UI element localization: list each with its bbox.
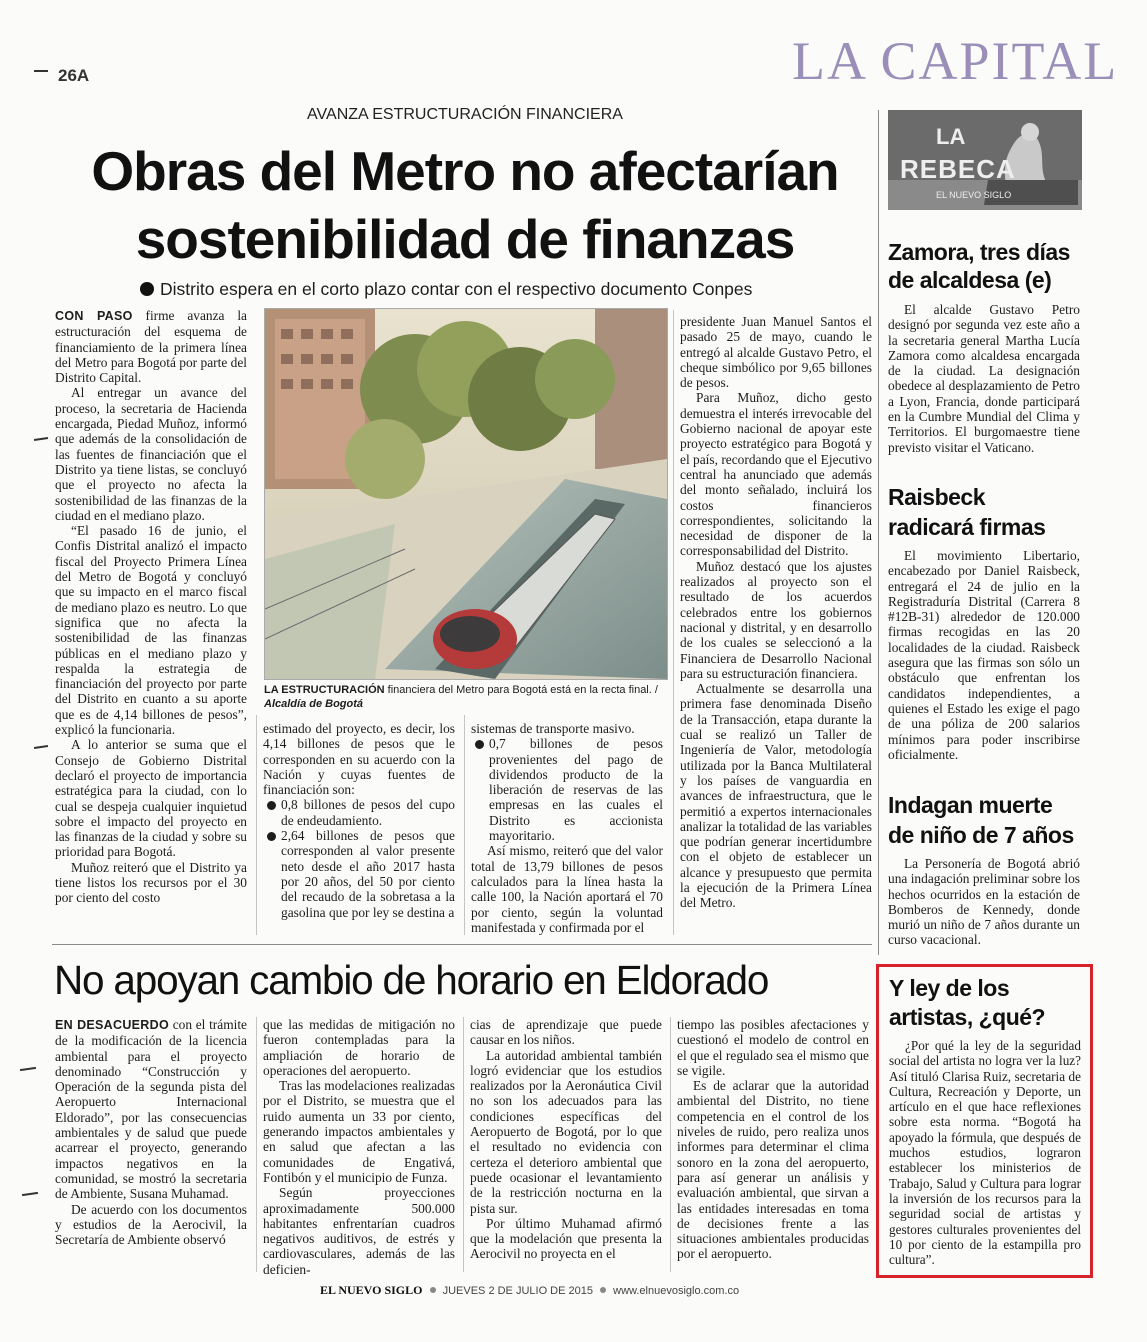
section-divider [52,944,872,945]
bullet-item: 0,8 billones de pesos del cupo de endeudamiento. [263,797,455,828]
margin-mark [22,1192,38,1196]
column-rule [256,715,257,935]
footer-url: www.elnuevosiglo.com.co [613,1285,740,1297]
main-col-2 [263,721,455,920]
deck-text: Distrito espera en el corto plazo contar con el respectivo documento Conpes [160,279,753,299]
bullet-icon [140,282,154,296]
masthead: LA CAPITAL [792,31,1119,91]
paragraph: estimado del proyecto, es decir, los 4,14 billones de pesos que le corresponden en su acuerdo con la Nación y cuyas fuentes de financiación son: [263,721,455,798]
margin-mark [34,437,48,441]
main-col-4 [680,314,872,911]
paragraph: que las medidas de mitigación no fueron contempladas para la ampliación de horario de operaciones del aeropuerto. [263,1017,455,1078]
paragraph: Por último Muhamad afirmó que la modelación que presenta la Aerocivil no proyecta en el [470,1215,662,1262]
paragraph: Según proyecciones aproximadamente 500.000 habitantes enfrentarían cuadros negativos auditivos, de estrés y cardiovasculares, además de las deficien- [263,1185,455,1277]
column-rule [464,715,465,935]
sidebar-body: El alcalde Gustavo Petro designó por segunda vez este año a la secretaria general Martha Lucía Zamora como alcaldesa encargada de la ciudad. La designación obedece al desplazamiento de Petro a Lyon, Francia, donde participará en la Cumbre Mundial del Clima y Territorios. El burgomaestre tiene previsto visitar el Vaticano. [888,302,1080,455]
caption-lead: LA ESTRUCTURACIÓN [264,684,385,696]
deck [140,279,820,300]
margin-mark [20,1067,36,1071]
second-col-3 [470,1017,662,1262]
sidebar-item-indagan [888,790,1080,948]
margin-mark [34,70,48,72]
second-col-2 [263,1017,455,1277]
metro-rendering-image [265,309,667,679]
paragraph: “El pasado 16 de junio, el Confis Distrital analizó el impacto fiscal del Proyecto Primera Línea del Metro de Bogotá y concluyó que su impacto en el marco fiscal de mediano plazo es neutro. Lo que significa que no afecta la sostenibilidad de las finanzas públicas en el mediano plazo y respalda la estrategia de financiación del proyecto por parte del Distrito en cuanto a su aporte que es de 4,14 billones de pesos”, explicó la funcionaria. [55,523,247,738]
footer-brand: EL NUEVO SIGLO [320,1283,423,1297]
second-lead-word: EN DESACUERDO [55,1018,169,1032]
caption-credit: Alcaldía de Bogotá [264,697,364,710]
second-col-1 [55,1017,247,1247]
second-headline: No apoyan cambio de horario en Eldorado [54,957,769,1003]
sidebar-headline: Y ley de los artistas, ¿qué? [889,975,1046,1030]
photo-caption [264,684,666,711]
paragraph: Actualmente se desarrolla una primera fase denominada Diseño de la Transacción, etapa durante la cual se realizó un Taller de Ingeniería de Valor, metodología utilizada por la Banca Multilateral y los países de vanguardia en avances de infraestructura, que le permitió a expertos internacionales analizar la totalidad de las variables que podrían generar incertidumbre con el objeto de establecer un alcance y presupuesto que permita la ejecución de la Primera Línea del Metro. [680,681,872,911]
paragraph: presidente Juan Manuel Santos el pasado 25 de mayo, cuando le entregó al alcalde Gustavo Petro, el cheque simbólico por 9,65 billones de pesos. [680,314,872,391]
sidebar-headline: Zamora, tres días de alcaldesa (e) [888,239,1070,293]
paragraph: De acuerdo con los documentos y estudios de la Aerocivil, la Secretaría de Ambiente observó [55,1201,247,1248]
sidebar-headline: Raisbeck radicará firmas [888,484,1046,540]
metro-photo [264,308,668,680]
paragraph: La autoridad ambiental también logró evidenciar que los estudios realizados por la Aeronáutica Civil no son los adecuados para las condiciones específicas del Aeropuerto de Bogotá, por lo que el resultado no evidencia con certeza el deterioro ambiental que puede ocasionar el levantamiento de la restricción nocturna en la pista sur. [470,1047,662,1216]
footer [320,1283,840,1298]
main-headline-line1: Obras del Metro no afectarían [91,140,839,202]
paragraph: tiempo las posibles afectaciones y cuestionó el modelo de control en el que el regulado sea el mismo que se vigile. [677,1017,869,1078]
column-rule [256,1017,257,1272]
paragraph: Tras las modelaciones realizadas por el Distrito, se muestra que el ruido aumenta un 33 por ciento, generando impactos ambientales y en salud que afectan a las comunidades de Engativá, Fontibón y el municipio de Funza. [263,1078,455,1185]
sidebar-item-raisbeck [888,482,1080,762]
footer-separator-icon [430,1287,436,1293]
paragraph: sistemas de transporte masivo. [471,721,635,736]
sidebar-rule [878,110,879,955]
rebeca-logo-line2: REBECA [900,154,1016,184]
sidebar-item-zamora [888,238,1080,455]
sidebar-body: El movimiento Libertario, encabezado por Daniel Raisbeck, entregará el 24 de julio en la Registraduría Distrital (Carrera 8 #12B-31) alrededor de 120.000 firmas recogidas en las 20 localidades de la ciudad. Raisbeck asegura que las firmas son sólo un obstáculo que enfrentan los candidatos independientes, a quienes el Estado les exige el pago de una póliza de 200 salarios mínimos para poder inscribirse oficialmente. [888,548,1080,762]
second-col-4 [677,1017,869,1262]
main-lead-paragraph: CON PASO firme avanza la estructuración del esquema de financiamiento de la primera línea del Metro para Bogotá por parte del Distrito Capital. [55,308,247,386]
main-headline-line2: sostenibilidad de finanzas [135,208,795,270]
bullet-item: 0,7 billones de pesos provenientes del pago de dividendos producto de la liberación de reservas de las empresas en las cuales el Distrito es accionista mayoritario. [471,736,663,843]
rebeca-logo-tag: EL NUEVO SIGLO [936,190,1012,200]
main-col-1 [55,308,247,906]
page-number: 26A [58,66,90,85]
second-lead-paragraph: EN DESACUERDO con el trámite de la modificación de la licencia ambiental para el proyecto denominado “Construcción y Operación de la segunda pista del Aeropuerto Internacional Eldorado”, por las consecuencias ambientales y de salud que puede acarrear el proyecto, generando impactos negativos en la comunidad, se mostró la secretaria de Ambiente, Susana Muhamad. [55,1017,247,1202]
paragraph: Al entregar un avance del proceso, la secretaria de Hacienda encargada, Piedad Muñoz, informó que además de la consolidación de las fuentes de financiación que el Distrito ya tiene listas, se concluyó que el proyecto no afecta la sostenibilidad de las finanzas de la ciudad en el mediano plazo. [55,385,247,523]
sidebar-body: La Personería de Bogotá abrió una indagación preliminar sobre los hechos ocurridos en la estación de Bomberos de Kennedy, donde murió un niño de 7 años durante un curso vacacional. [888,856,1080,948]
column-rule [463,1017,464,1272]
caption-text: financiera del Metro para Bogotá está en la recta final. / [387,684,658,696]
column-rule [673,310,674,935]
footer-separator-icon [600,1287,606,1293]
paragraph: Así mismo, reiteró que del valor total de 13,79 billones de pesos calculados para la línea hasta la calle 100, la Nación aportará el 70 por ciento, según la voluntad manifestada y confirmada por el [471,843,663,935]
kicker: AVANZA ESTRUCTURACIÓN FINANCIERA [307,106,623,123]
sidebar-item-ley-artistas [876,964,1093,1278]
margin-mark [34,745,48,749]
footer-date: JUEVES 2 DE JULIO DE 2015 [442,1285,593,1297]
bullet-item: 2,64 billones de pesos que corresponden al valor presente neto desde el año 2017 hasta por 20 años, del 50 por ciento del recaudo de la sobretasa a la gasolina que por ley se destina a [263,828,455,920]
paragraph: Muñoz reiteró que el Distrito ya tiene listos los recursos por el 30 por ciento del costo [55,859,247,906]
paragraph: cias de aprendizaje que puede causar en los niños. [470,1017,662,1048]
paragraph: Muñoz destacó que los ajustes realizados al proyecto son el resultado de los acuerdos celebrados entre los gobiernos nacional y distrital, y en desarrollo de los cuales se seleccionó a la Financiera de Desarrollo Nacional para su estructuración financiera. [680,558,872,681]
paragraph: Para Muñoz, dicho gesto demuestra el interés irrevocable del Gobierno nacional de apoyar este proyecto estratégico para Bogotá y el país, recordando que el Ejecutivo central ha anunciado que además del monto señalado, incluirá los costos financieros correspondientes, solicitando la necesidad de disponer de la corresponsabilidad del Distrito. [680,390,872,559]
column-rule [670,1017,671,1272]
sidebar-headline: Indagan muerte de niño de 7 años [888,792,1074,848]
paragraph: A lo anterior se suma que el Consejo de Gobierno Distrital declaró el proyecto de importancia estratégica para la ciudad, con lo cual se despeja cualquier inquietud sobre el impacto del proyecto en las finanzas de la ciudad y sobre su prioridad para Bogotá. [55,737,247,860]
main-col-3 [471,721,663,935]
sidebar-body: ¿Por qué la ley de la seguridad social del artista no logra ver la luz? Así tituló Clarisa Ruiz, secretaria de Cultura, Recreación y Deporte, un artículo en el que hace reflexiones sobre esta norma. “Bogotá ha apoyado la fórmula, que después de muchos estudios, lograron establecer los ministerios de Trabajo, Salud y Cultura para lograr la inversión de los recursos para la seguridad social de artistas y gestores culturales provenientes del 10 por ciento de la estampilla pro cultura”. [889,1038,1081,1268]
paragraph: Es de aclarar que la autoridad ambiental del Distrito, no tiene competencia en el control de los niveles de ruido, pero realiza unos informes para determinar el clima sonoro en la zona del aeropuerto, para así generar un análisis y evaluación ambiental, que sirvan a las entidades interesadas en toma de decisiones frente a las situaciones ambientales producidas por el aeropuerto. [677,1078,869,1262]
main-lead-word: CON PASO [55,309,133,323]
rebeca-logo-line1: LA [936,124,966,149]
la-rebeca-logo [888,110,1082,210]
